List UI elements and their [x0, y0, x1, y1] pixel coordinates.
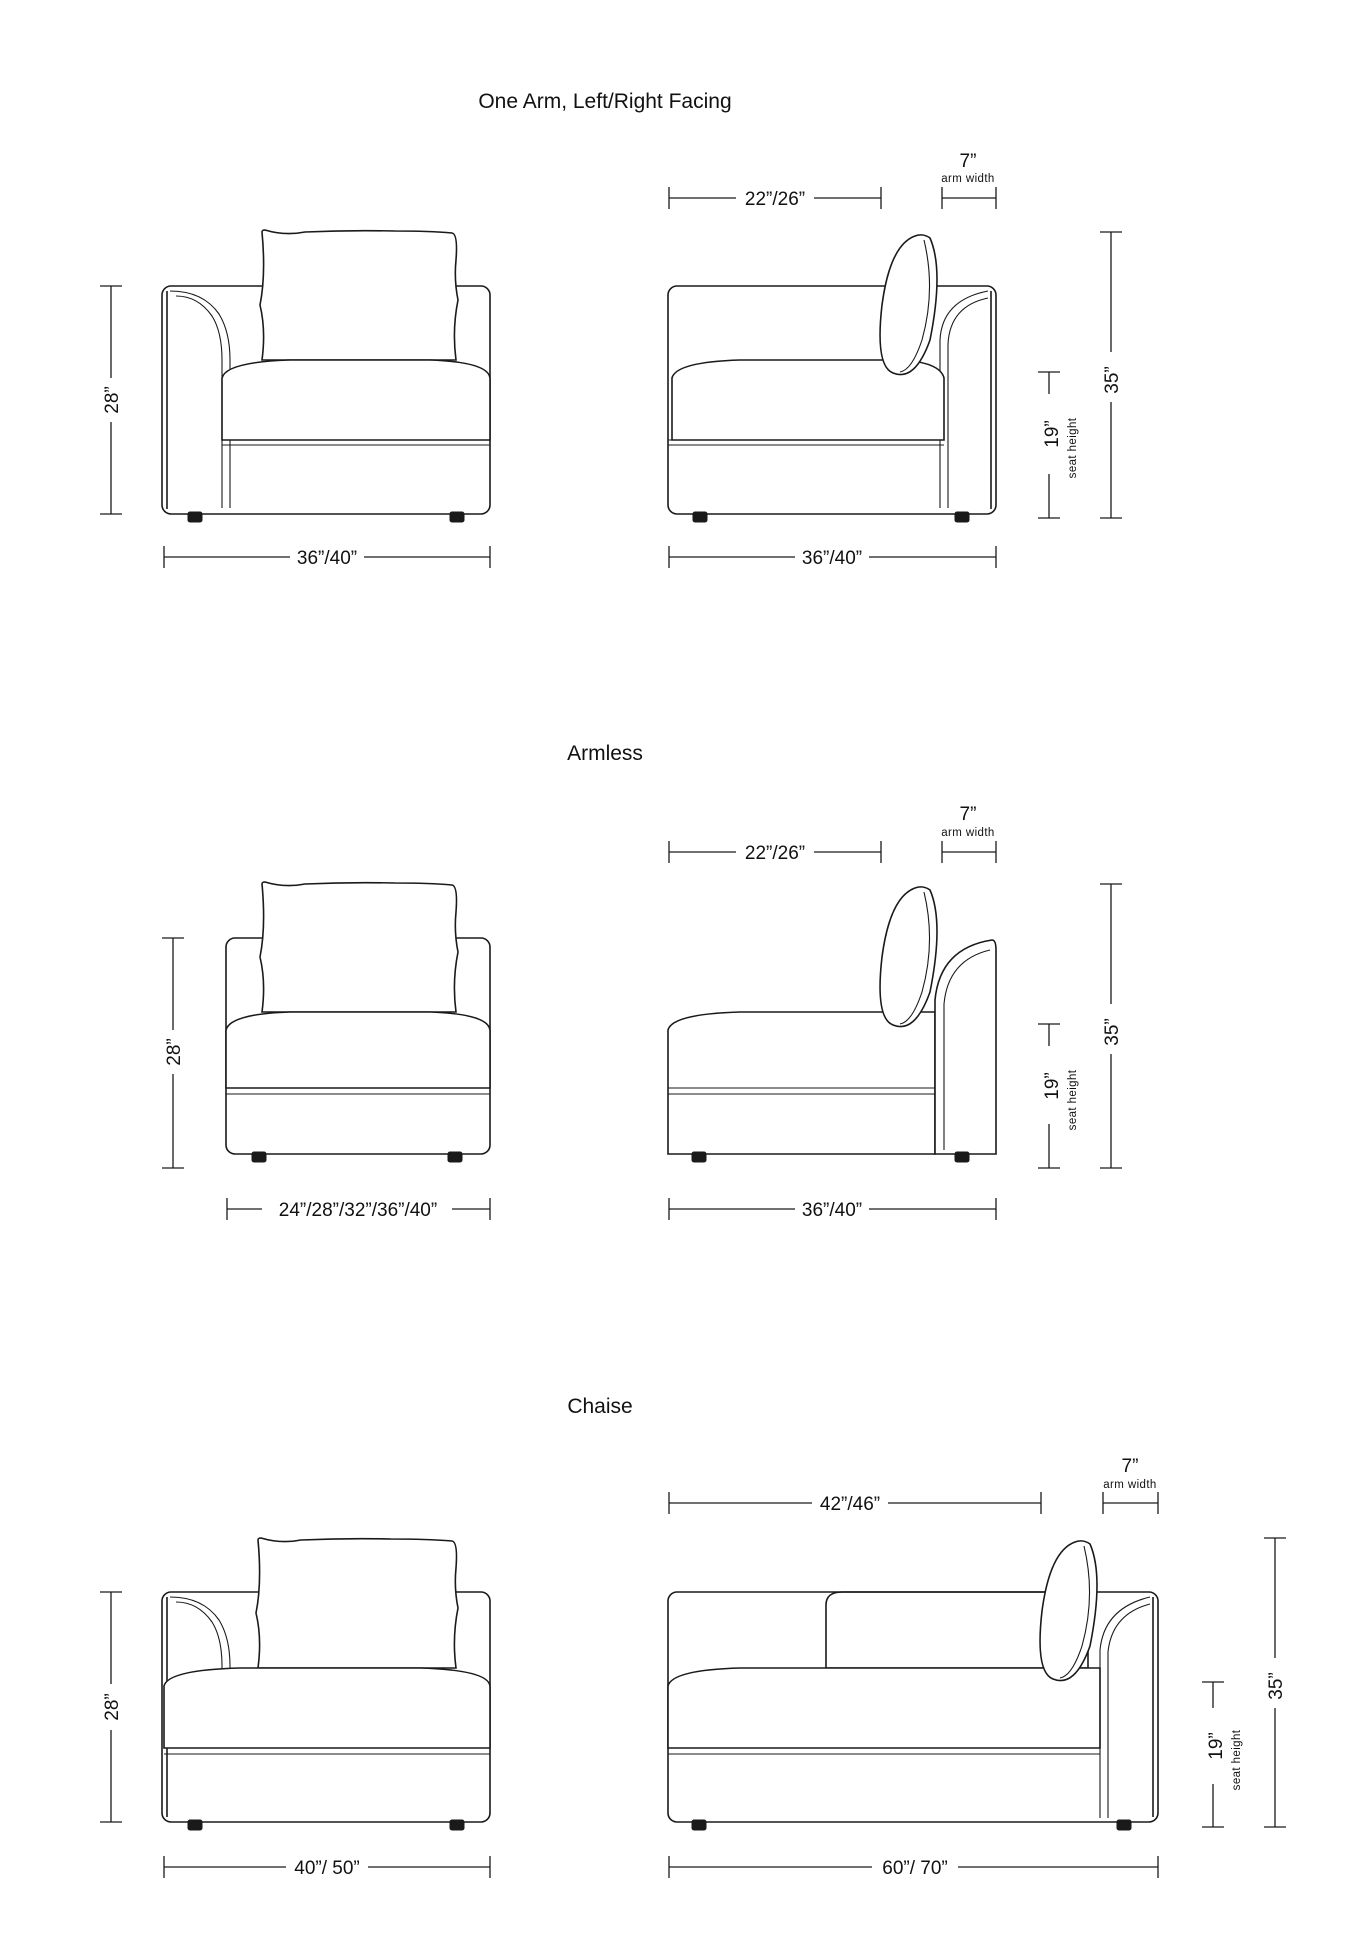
- front-height-label: 28”: [164, 1038, 185, 1066]
- front-height-label: 28”: [102, 1693, 123, 1721]
- armless-side-width-dimension: [669, 1198, 996, 1221]
- chaise-seat-height-dimension: [1202, 1682, 1243, 1827]
- side-depth-label: 22”/26”: [744, 843, 806, 864]
- side-width-label: 36”/40”: [801, 548, 863, 569]
- arm-width-caption: arm width: [941, 173, 995, 185]
- chaise-front-view: [162, 1538, 490, 1830]
- seat-height-caption: seat height: [1067, 1069, 1079, 1131]
- section-title-one-arm: One Arm, Left/Right Facing: [478, 90, 732, 113]
- seat-height-label: 19”: [1042, 420, 1063, 448]
- arm-width-label: 7”: [959, 804, 977, 825]
- one-arm-side-width-dimension: [669, 546, 996, 569]
- armless-front-width-dimension: [227, 1198, 490, 1221]
- front-width-label: 24”/28”/32”/36”/40”: [278, 1200, 438, 1221]
- side-depth-label: 42”/46”: [819, 1494, 881, 1515]
- seat-height-label: 19”: [1206, 1732, 1227, 1760]
- one-arm-arm-width-dimension: [941, 151, 996, 209]
- arm-width-caption: arm width: [1103, 1479, 1157, 1491]
- one-arm-total-height-dimension: [1100, 232, 1123, 518]
- one-arm-side-view: [668, 235, 996, 522]
- chaise-side-view: [668, 1541, 1158, 1830]
- section-title-chaise: Chaise: [567, 1395, 633, 1418]
- section-title-armless: Armless: [567, 742, 643, 765]
- one-arm-side-depth-dimension: [669, 187, 881, 210]
- armless-front-view: [226, 882, 490, 1162]
- seat-height-label: 19”: [1042, 1072, 1063, 1100]
- seat-height-caption: seat height: [1231, 1729, 1243, 1791]
- armless-side-depth-dimension: [669, 841, 881, 864]
- side-depth-label: 22”/26”: [744, 189, 806, 210]
- arm-width-label: 7”: [1121, 1456, 1139, 1477]
- chaise-arm-width-dimension: [1103, 1456, 1158, 1514]
- side-width-label: 60”/ 70”: [882, 1858, 948, 1879]
- arm-width-label: 7”: [959, 151, 977, 172]
- one-arm-front-width-dimension: [164, 546, 490, 569]
- chaise-front-height-dimension: [100, 1592, 123, 1822]
- arm-width-caption: arm width: [941, 827, 995, 839]
- front-width-label: 40”/ 50”: [294, 1858, 360, 1879]
- front-width-label: 36”/40”: [296, 548, 358, 569]
- seat-height-caption: seat height: [1067, 417, 1079, 479]
- armless-total-height-dimension: [1100, 884, 1123, 1168]
- armless-side-view: [668, 887, 996, 1162]
- chaise-side-width-dimension: [669, 1856, 1158, 1879]
- one-arm-front-view: [162, 230, 490, 522]
- front-height-label: 28”: [102, 386, 123, 414]
- total-height-label: 35”: [1102, 1018, 1123, 1046]
- side-width-label: 36”/40”: [801, 1200, 863, 1221]
- total-height-label: 35”: [1266, 1672, 1287, 1700]
- chaise-front-width-dimension: [164, 1856, 490, 1879]
- one-arm-front-height-dimension: [100, 286, 123, 514]
- armless-seat-height-dimension: [1038, 1024, 1079, 1168]
- total-height-label: 35”: [1102, 366, 1123, 394]
- chaise-total-height-dimension: [1264, 1538, 1287, 1827]
- one-arm-seat-height-dimension: [1038, 372, 1079, 518]
- armless-front-height-dimension: [162, 938, 185, 1168]
- armless-arm-width-dimension: [941, 804, 996, 863]
- chaise-side-depth-dimension: [669, 1492, 1041, 1515]
